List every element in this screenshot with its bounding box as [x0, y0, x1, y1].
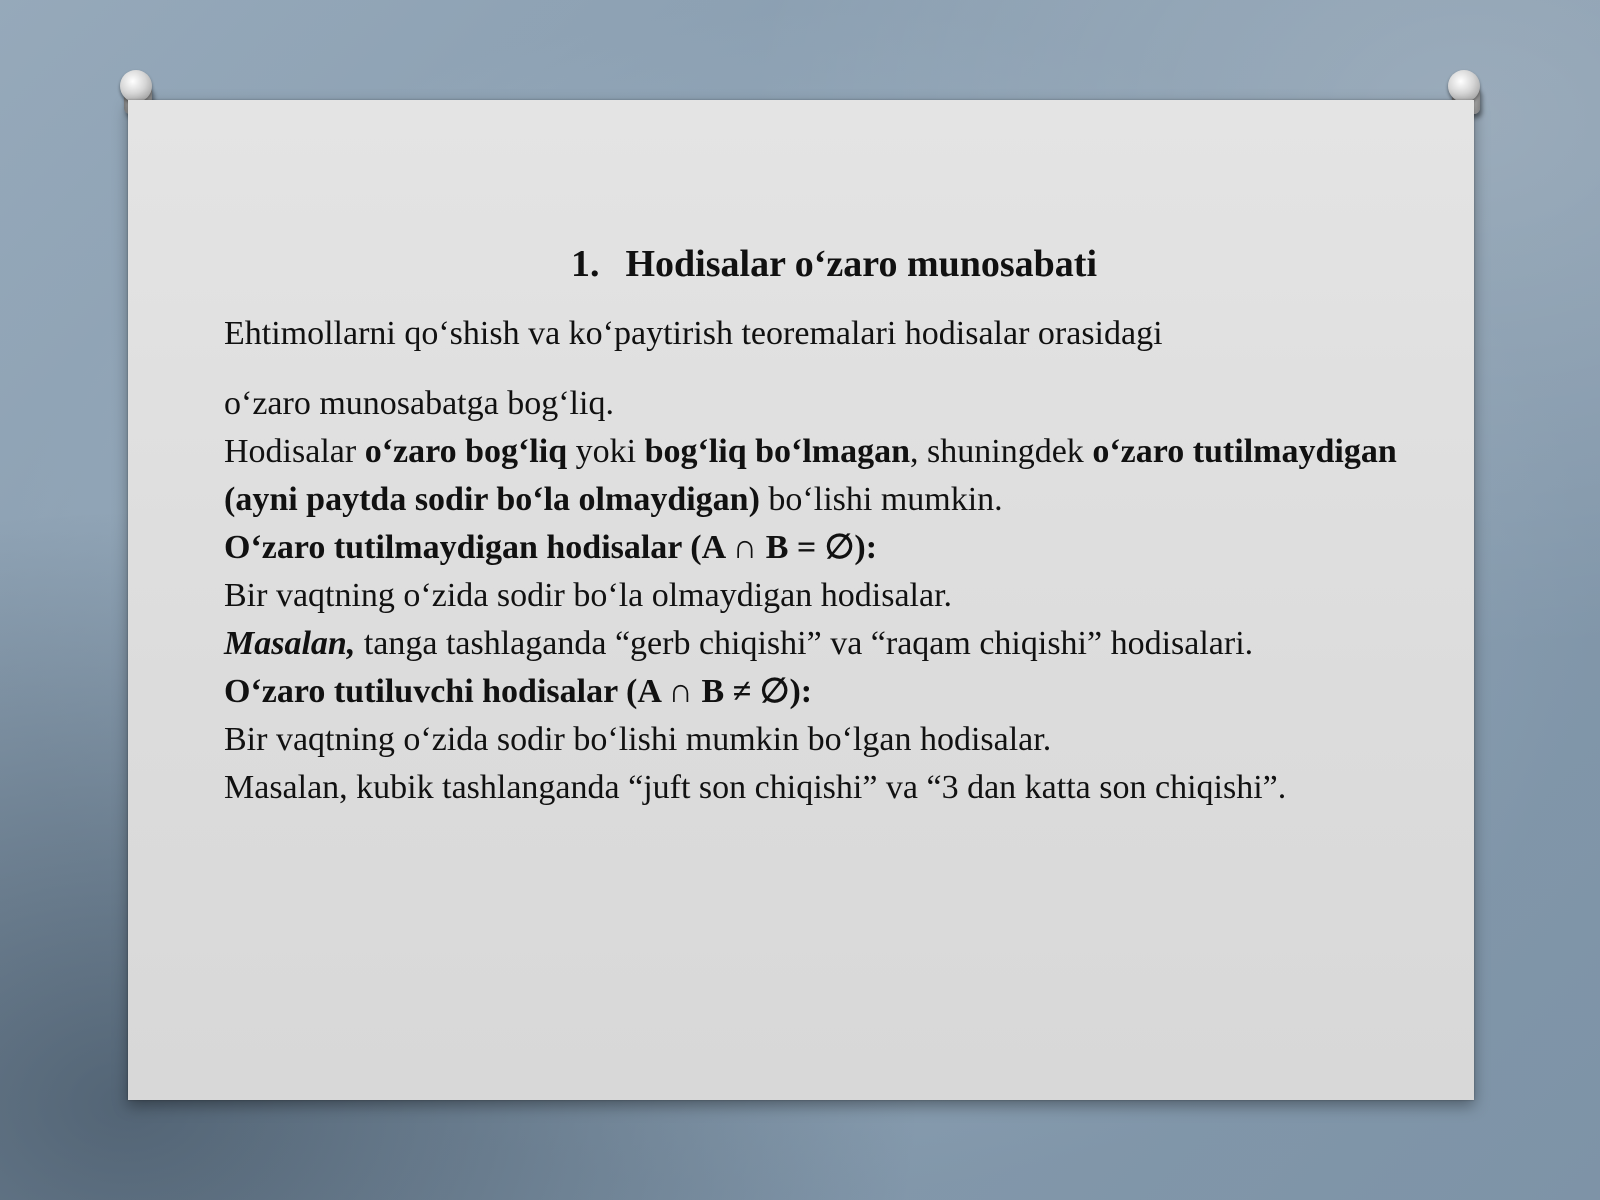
desc-exclusive-events: Bir vaqtning o‘zida sodir bo‘la olmaydigan hodisalar.: [224, 576, 953, 614]
slide-content: [224, 242, 1404, 812]
rel-bold-1: o‘zaro bog‘liq: [364, 432, 568, 470]
intro-line-1: Ehtimollarni qo‘shish va ko‘paytirish teoremalari hodisalar orasidagi: [224, 314, 1163, 352]
intro-line-2: o‘zaro munosabatga bog‘liq.: [224, 384, 614, 422]
rel-bold-2: bog‘liq bo‘lmagan: [644, 432, 911, 470]
slide-title: [224, 242, 1404, 288]
relationship-paragraph: [224, 428, 1404, 524]
desc-compatible-events: Bir vaqtning o‘zida sodir bo‘lishi mumkin bo‘lgan hodisalar.: [224, 720, 1052, 758]
title-number: 1.: [570, 243, 600, 285]
title-text: Hodisalar o‘zaro munosabati: [625, 243, 1098, 285]
heading-exclusive-events: [224, 524, 1404, 572]
example-1-text: tanga tashlaganda “gerb chiqishi” va “raqam chiqishi” hodisalari.: [355, 624, 1254, 662]
example-1-label: Masalan,: [224, 624, 356, 662]
rel-text-4: bo‘lishi mumkin.: [759, 480, 1003, 518]
heading-exclusive-text: O‘zaro tutilmaydigan hodisalar (A ∩ B = ∅):: [224, 528, 878, 566]
example-2: Masalan, kubik tashlanganda “juft son chiqishi” va “3 dan katta son chiqishi”.: [224, 768, 1287, 806]
example-1: [224, 620, 1404, 668]
heading-compatible-events: [224, 668, 1404, 716]
rel-text-3: , shuningdek: [910, 432, 1093, 470]
rel-text-1: Hodisalar: [224, 432, 365, 470]
rel-text-2: yoki: [567, 432, 645, 470]
heading-compatible-text: O‘zaro tutiluvchi hodisalar (A ∩ B ≠ ∅):: [224, 672, 813, 710]
rel-bold-3: o‘zaro tutilmaydigan (ayni paytda sodir bo‘la olmaydigan): [224, 432, 1397, 518]
